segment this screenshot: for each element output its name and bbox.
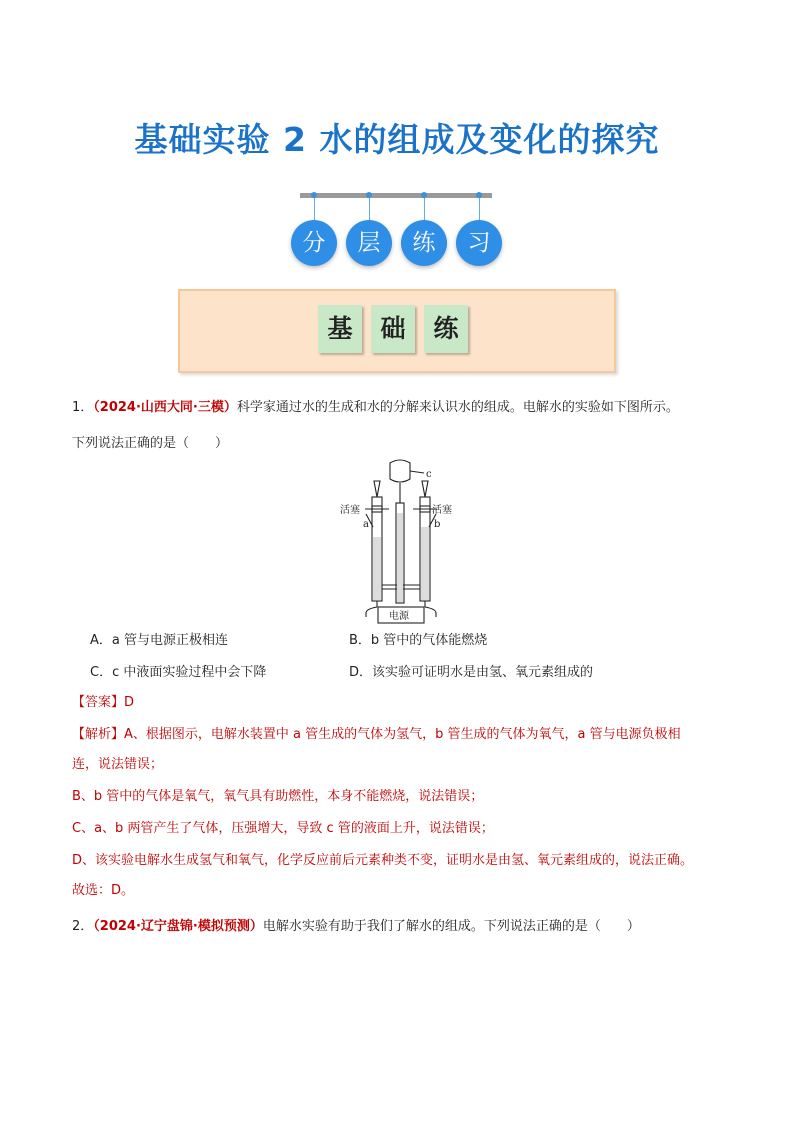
- tag-circle-3: 练: [401, 220, 447, 266]
- tag-string: [424, 198, 425, 222]
- analysis-line-4: C、a、b 两管产生了气体，压强增大，导致 c 管的液面上升，说法错误；: [72, 821, 494, 836]
- analysis-line-2: 连，说法错误；: [72, 757, 164, 772]
- left-tip: [374, 481, 380, 497]
- option-c: C．c 中液面实验过程中会下降: [90, 665, 267, 680]
- right-wire: [425, 607, 436, 617]
- banner-tile-2: 础: [371, 305, 415, 353]
- question-source: （2024·山西大同·三模）: [93, 400, 237, 415]
- tag-string: [314, 198, 315, 222]
- left-wire: [366, 607, 377, 617]
- label-power: 电源: [389, 611, 409, 622]
- analysis-line-5: D、该实验电解水生成氢气和氧气，化学反应前后元素种类不变，证明水是由氢、氧元素组成的，说法正确。: [72, 853, 694, 868]
- tag-string: [479, 198, 480, 222]
- tag-circle-4: 习: [456, 220, 502, 266]
- analysis-line-6: 故选：D。: [72, 883, 135, 898]
- option-d: D．该实验可证明水是由氢、氧元素组成的: [349, 665, 594, 680]
- banner-tile-3: 练: [424, 305, 468, 353]
- tag-circle-2: 层: [346, 220, 392, 266]
- option-a: A．a 管与电源正极相连: [90, 633, 228, 648]
- label-b: b: [434, 519, 441, 530]
- question-1-line-1: [72, 399, 679, 417]
- tag-string: [369, 198, 370, 222]
- electrolysis-apparatus-figure: [336, 457, 460, 625]
- page-title: 基础实验 2 水的组成及变化的探究: [134, 120, 660, 159]
- label-a: a: [363, 519, 369, 530]
- tag-circle-1: 分: [291, 220, 337, 266]
- analysis-line-1: 【解析】A、根据图示，电解水装置中 a 管生成的气体为氢气，b 管生成的气体为氧气，a 管与电源负极相: [72, 727, 681, 742]
- question-stem: 电解水实验有助于我们了解水的组成。下列说法正确的是（ ）: [262, 919, 640, 934]
- question-number: 1．: [72, 400, 94, 415]
- answer: 【答案】D: [72, 695, 135, 710]
- question-source: （2024·辽宁盘锦·模拟预测）: [93, 919, 263, 934]
- question-1-line-2: 下列说法正确的是（ ）: [72, 436, 229, 451]
- analysis-line-3: B、b 管中的气体是氧气，氧气具有助燃性，本身不能燃烧，说法错误；: [72, 789, 484, 804]
- tag-rail: [300, 193, 492, 198]
- question-number: 2．: [72, 919, 94, 934]
- reservoir-bulb: [390, 460, 410, 482]
- banner-tile-1: 基: [318, 305, 362, 353]
- label-right-valve: 活塞: [432, 505, 452, 516]
- option-b: B．b 管中的气体能燃烧: [349, 633, 488, 648]
- question-stem: 科学家通过水的生成和水的分解来认识水的组成。电解水的实验如下图所示。: [236, 400, 679, 415]
- label-c: c: [426, 469, 432, 480]
- label-left-valve: 活塞: [340, 505, 360, 516]
- right-tip: [422, 481, 428, 497]
- question-2-line-1: [72, 918, 640, 936]
